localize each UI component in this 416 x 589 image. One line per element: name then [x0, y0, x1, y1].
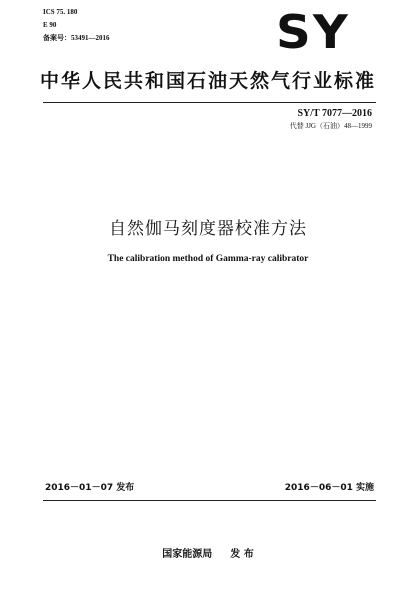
category-code: E 90 [43, 21, 57, 29]
publisher-action: 发 布 [230, 549, 254, 560]
document-title-chinese: 自然伽马刻度器校准方法 [109, 219, 307, 239]
publisher-line [0, 548, 416, 562]
implementation-date: 2016－06－01 实施 [284, 483, 374, 493]
sy-logo: SY [276, 5, 350, 59]
org-title: 中华人民共和国石油天然气行业标准 [39, 70, 376, 92]
replaces-standard: 代替 JJG（石油）48—1999 [289, 122, 372, 130]
issue-date: 2016－01－07 发布 [45, 483, 135, 493]
standard-number: SY/T 7077—2016 [297, 108, 372, 119]
publisher-name: 国家能源局 [162, 549, 213, 560]
ics-code: ICS 75. 180 [43, 8, 78, 16]
classification-block [43, 6, 110, 45]
document-title-english: The calibration method of Gamma-ray calibrator [107, 254, 309, 264]
bottom-divider [43, 500, 376, 501]
record-number: 备案号：53491—2016 [43, 34, 110, 42]
top-divider [43, 102, 376, 103]
